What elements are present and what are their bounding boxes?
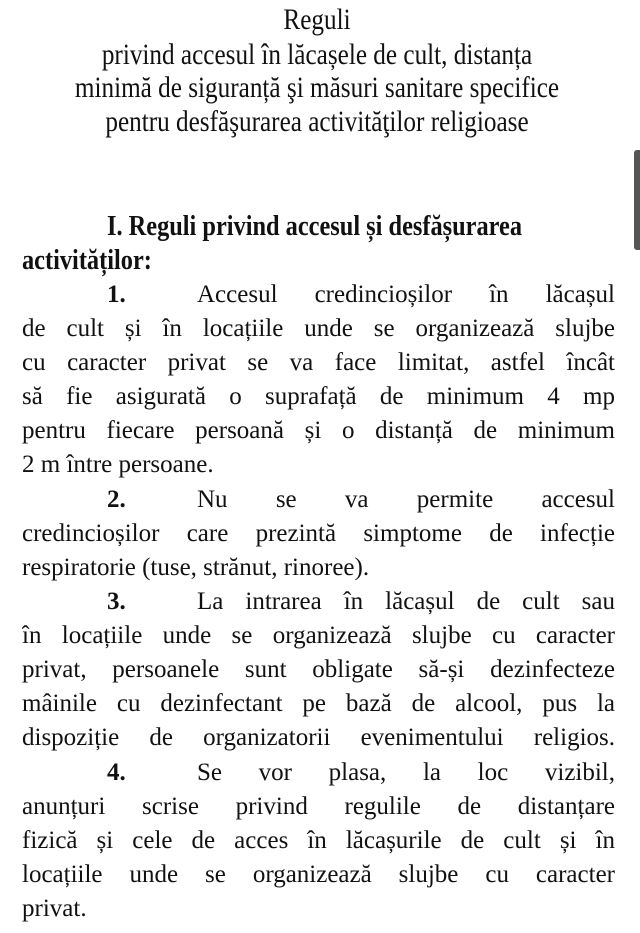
list-item-first-line (22, 483, 615, 517)
list-item-line: fizică și cele de acces în lăcașurile de cult și în (22, 827, 615, 854)
section-heading-cont: activităților: (22, 244, 152, 276)
item-text: Accesul credincioșilor în lăcașul (197, 281, 615, 308)
title-line: pentru desfăşurarea activităţilor religioase (105, 105, 529, 138)
item-text: Nu se va permite accesul (197, 486, 615, 513)
list-item-line: în locațiile unde se organizează slujbe cu caracter (22, 622, 615, 649)
title-line: privind accesul în lăcașele de cult, distanța (101, 38, 533, 71)
item-text: La intrarea în lăcașul de cult sau (197, 588, 615, 615)
list-item-line: 2 m între persoane. (22, 451, 214, 478)
list-item-line: respiratorie (tuse, strănut, rinoree). (22, 554, 370, 581)
list-item-line: să fie asigurată o suprafață de minimum 4 mp (22, 383, 615, 410)
list-item-line: credincioșilor care prezintă simptome de infecție (22, 520, 615, 547)
item-number: 2. (107, 486, 126, 513)
scrollbar[interactable] (634, 150, 640, 250)
title-line: minimă de siguranță şi măsuri sanitare specifice (74, 71, 560, 104)
item-text: Se vor plasa, la loc vizibil, (197, 759, 615, 786)
list-item-line: dispoziție de organizatorii evenimentului religios. (22, 724, 615, 751)
list-item-line: anunțuri scrise privind regulile de distanțare (22, 793, 615, 820)
list-item-line: mâinile cu dezinfectant pe bază de alcool, pus la (22, 690, 615, 717)
item-number: 3. (107, 588, 126, 615)
title-line: Reguli (283, 3, 351, 36)
list-item-first-line (22, 585, 615, 619)
list-item-line: de cult și în locațiile unde se organizează slujbe (22, 315, 615, 342)
list-item-first-line (22, 756, 615, 790)
item-number: 1. (107, 281, 126, 308)
section-heading: I. Reguli privind accesul și desfășurarea (107, 210, 523, 242)
list-item-line: cu caracter privat se va face limitat, astfel încât (22, 349, 615, 376)
list-item-line: pentru fiecare persoană și o distanță de minimum (22, 417, 615, 444)
item-number: 4. (107, 759, 126, 786)
list-item-first-line (22, 278, 615, 312)
list-item-line: privat. (22, 895, 87, 922)
list-item-line: locațiile unde se organizează slujbe cu caracter (22, 861, 615, 888)
list-item-line: privat, persoanele sunt obligate să-și dezinfecteze (22, 656, 615, 683)
